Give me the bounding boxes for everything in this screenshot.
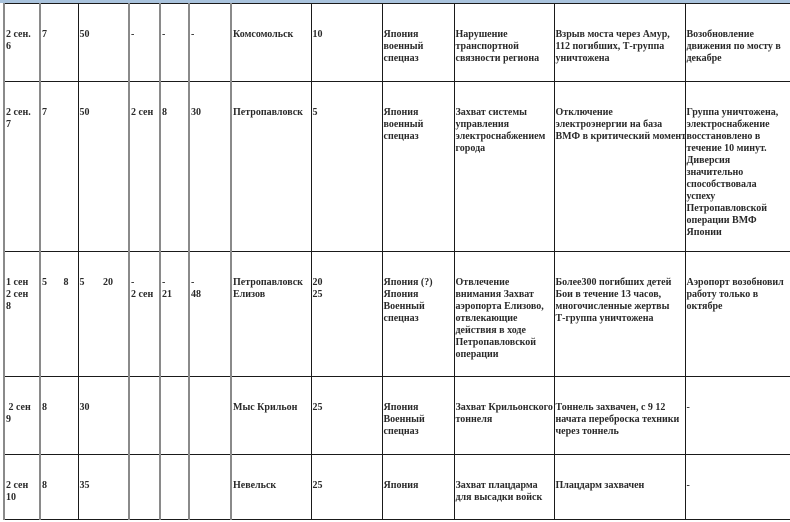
actor-text: Япония <box>383 29 419 40</box>
cell-col6 <box>189 455 231 520</box>
cell-goal <box>454 377 554 455</box>
value-text: 20 <box>103 277 113 288</box>
consequence-text: Японии <box>686 227 722 238</box>
id-text: 6 <box>6 41 11 52</box>
goal-text: операции <box>455 349 499 360</box>
value-text: 8 <box>42 402 47 413</box>
cell-date <box>4 455 40 520</box>
result-text: электроэнергии на база <box>555 119 663 130</box>
goal-text: Захват Крильонского <box>455 402 553 413</box>
cell-col2 <box>40 4 78 82</box>
date-text: 2 сен. <box>6 107 31 118</box>
date-text: 2 сен <box>131 107 154 118</box>
consequence-text: операции ВМФ <box>686 215 757 226</box>
location-text: Комсомольск <box>233 29 294 40</box>
value-text <box>191 480 229 492</box>
actor-text: Япония (?) <box>383 277 433 288</box>
goal-text: Отвлечение <box>455 277 510 288</box>
cell-count <box>311 377 382 455</box>
cell-goal <box>454 252 554 377</box>
result-text: Более300 погибших детей <box>555 277 672 288</box>
result-text: Плацдарм захвачен <box>555 480 645 491</box>
value-text: 30 <box>79 402 90 413</box>
value-text: 7 <box>42 29 47 40</box>
cell-col4 <box>129 4 160 82</box>
goal-text: управления <box>455 119 510 130</box>
value-text: - <box>131 29 135 40</box>
cell-col5 <box>160 82 189 252</box>
consequence-text: способствовала <box>686 179 757 190</box>
cell-col4 <box>129 377 160 455</box>
cell-col5 <box>160 252 189 377</box>
goal-text: города <box>455 143 486 154</box>
cell-actor <box>382 455 454 520</box>
goal-text: аэропорта Елизово, <box>455 301 544 312</box>
cell-col3 <box>78 4 129 82</box>
cell-col4 <box>129 455 160 520</box>
location-text: Мыс Крильон <box>233 402 298 413</box>
consequence-text: - <box>686 402 690 413</box>
cell-col6 <box>189 82 231 252</box>
cell-location <box>231 455 311 520</box>
actor-text: Военный <box>383 414 425 425</box>
value-text: 5 <box>312 107 318 118</box>
goal-text: Нарушение <box>455 29 508 40</box>
value-text <box>191 402 229 414</box>
location-text: Невельск <box>233 480 277 491</box>
actor-text: Япония <box>383 107 419 118</box>
value-text: 5 <box>79 277 85 288</box>
value-text: 21 <box>162 289 172 300</box>
value-text: 20 <box>312 277 323 288</box>
value-text: 7 <box>42 107 47 118</box>
consequence-text: Группа уничтожена, <box>686 107 779 118</box>
operations-table <box>3 3 790 520</box>
goal-text: Захват плацдарма <box>455 480 538 491</box>
value-text: 5 <box>42 277 47 288</box>
goal-text: отвлекающие <box>455 313 518 324</box>
consequence-text: Диверсия <box>686 155 731 166</box>
cell-result <box>554 82 685 252</box>
result-text: Бои в течение 13 часов, <box>555 289 662 300</box>
goal-text: тоннеля <box>455 414 493 425</box>
value-text: - <box>162 277 166 288</box>
cell-goal <box>454 455 554 520</box>
actor-text: военный <box>383 41 424 52</box>
id-text: 10 <box>6 492 16 503</box>
result-text: Взрыв моста через Амур, <box>555 29 670 40</box>
cell-result <box>554 252 685 377</box>
actor-text: спецназ <box>383 53 419 64</box>
consequence-text: течение 10 минут. <box>686 143 767 154</box>
goal-text: связности региона <box>455 53 540 64</box>
value-text: 10 <box>312 29 323 40</box>
goal-text: Захват системы <box>455 107 527 118</box>
goal-text: действия в ходе <box>455 325 526 336</box>
id-text: 8 <box>6 301 11 312</box>
table-row <box>4 377 790 455</box>
consequence-text: восстановлено в <box>686 131 761 142</box>
date-text: 1 сен <box>6 277 29 288</box>
cell-col2 <box>40 82 78 252</box>
location-text: Елизов <box>233 289 266 300</box>
cell-result <box>554 4 685 82</box>
table-row <box>4 252 790 377</box>
consequence-text: работу только в <box>686 289 759 300</box>
goal-text: для высадки войск <box>455 492 543 503</box>
table-row <box>4 82 790 252</box>
value-text: 30 <box>191 107 201 118</box>
cell-col5 <box>160 377 189 455</box>
cell-consequence <box>685 252 790 377</box>
goal-text: электроснабжением <box>455 131 546 142</box>
goal-text: внимания Захват <box>455 289 534 300</box>
value-text: - <box>191 277 195 288</box>
value-text: 48 <box>191 289 201 300</box>
result-text: начата переброска техники <box>555 414 680 425</box>
date-text: 2 сен <box>131 289 154 300</box>
cell-consequence <box>685 377 790 455</box>
cell-count <box>311 4 382 82</box>
actor-text: Япония <box>383 480 419 491</box>
value-text: - <box>162 29 166 40</box>
cell-actor <box>382 82 454 252</box>
result-text: уничтожена <box>555 53 610 64</box>
cell-count <box>311 455 382 520</box>
value-text: - <box>131 277 135 288</box>
cell-col3 <box>78 377 129 455</box>
cell-date <box>4 82 40 252</box>
cell-col6 <box>189 4 231 82</box>
consequence-text: электроснабжение <box>686 119 770 130</box>
result-text: ВМФ в критический момент <box>555 131 687 142</box>
value-text: 8 <box>42 480 47 491</box>
cell-date <box>4 377 40 455</box>
consequence-text: успеху <box>686 191 716 202</box>
cell-result <box>554 377 685 455</box>
date-text: 2 сен. <box>6 29 31 40</box>
location-text: Петропавловск <box>233 277 303 288</box>
value-text: - <box>191 29 195 40</box>
cell-col3 <box>78 252 129 377</box>
consequence-text: движения по мосту в <box>686 41 781 52</box>
value-text <box>162 480 187 492</box>
cell-col6 <box>189 252 231 377</box>
result-text: через тоннель <box>555 426 619 437</box>
cell-col4 <box>129 252 160 377</box>
actor-text: военный <box>383 119 424 130</box>
actor-text: спецназ <box>383 131 419 142</box>
table-row <box>4 4 790 82</box>
cell-col5 <box>160 455 189 520</box>
date-text: 2 сен <box>6 289 29 300</box>
value-text: 50 <box>79 107 90 118</box>
cell-col2 <box>40 455 78 520</box>
cell-result <box>554 455 685 520</box>
actor-text: Военный <box>383 301 425 312</box>
cell-col6 <box>189 377 231 455</box>
consequence-text: Петропавловской <box>686 203 768 214</box>
result-text: многочисленные жертвы <box>555 301 670 312</box>
value-text: 8 <box>162 107 167 118</box>
cell-consequence <box>685 4 790 82</box>
actor-text: спецназ <box>383 313 419 324</box>
cell-consequence <box>685 82 790 252</box>
value-text: 25 <box>312 402 323 413</box>
table-row <box>4 455 790 520</box>
goal-text: Петропавловской <box>455 337 537 348</box>
cell-consequence <box>685 455 790 520</box>
cell-actor <box>382 252 454 377</box>
cell-date <box>4 252 40 377</box>
result-text: Т-группа уничтожена <box>555 313 654 324</box>
cell-actor <box>382 4 454 82</box>
consequence-text: Аэропорт возобновил <box>686 277 784 288</box>
goal-text: транспортной <box>455 41 519 52</box>
cell-location <box>231 4 311 82</box>
cell-location <box>231 82 311 252</box>
value-text <box>162 402 187 414</box>
actor-text: Япония <box>383 402 419 413</box>
cell-col3 <box>78 455 129 520</box>
cell-date <box>4 4 40 82</box>
actor-text: спецназ <box>383 426 419 437</box>
cell-col2 <box>40 252 78 377</box>
date-text: 2 сен <box>6 402 31 413</box>
result-text: Тоннель захвачен, с 9 12 <box>555 402 666 413</box>
actor-text: Япония <box>383 289 419 300</box>
cell-col3 <box>78 82 129 252</box>
consequence-text: - <box>686 480 690 491</box>
result-text: 112 погибших, Т-группа <box>555 41 665 52</box>
value-text <box>131 480 158 492</box>
id-text: 9 <box>6 414 11 425</box>
cell-location <box>231 377 311 455</box>
value-text: 50 <box>79 29 90 40</box>
cell-col2 <box>40 377 78 455</box>
cell-count <box>311 82 382 252</box>
result-text: Отключение <box>555 107 613 118</box>
consequence-text: значительно <box>686 167 744 178</box>
cell-count <box>311 252 382 377</box>
consequence-text: октябре <box>686 301 723 312</box>
consequence-text: декабре <box>686 53 722 64</box>
cell-col4 <box>129 82 160 252</box>
value-text: 25 <box>312 289 323 300</box>
cell-location <box>231 252 311 377</box>
value-text: 35 <box>79 480 90 491</box>
cell-goal <box>454 4 554 82</box>
cell-goal <box>454 82 554 252</box>
consequence-text: Возобновление <box>686 29 754 40</box>
id-text: 7 <box>6 119 11 130</box>
value-text: 8 <box>63 277 69 288</box>
cell-col5 <box>160 4 189 82</box>
value-text: 25 <box>312 480 323 491</box>
date-text: 2 сен <box>6 480 29 491</box>
location-text: Петропавловск <box>233 107 303 118</box>
cell-actor <box>382 377 454 455</box>
value-text <box>131 402 158 414</box>
